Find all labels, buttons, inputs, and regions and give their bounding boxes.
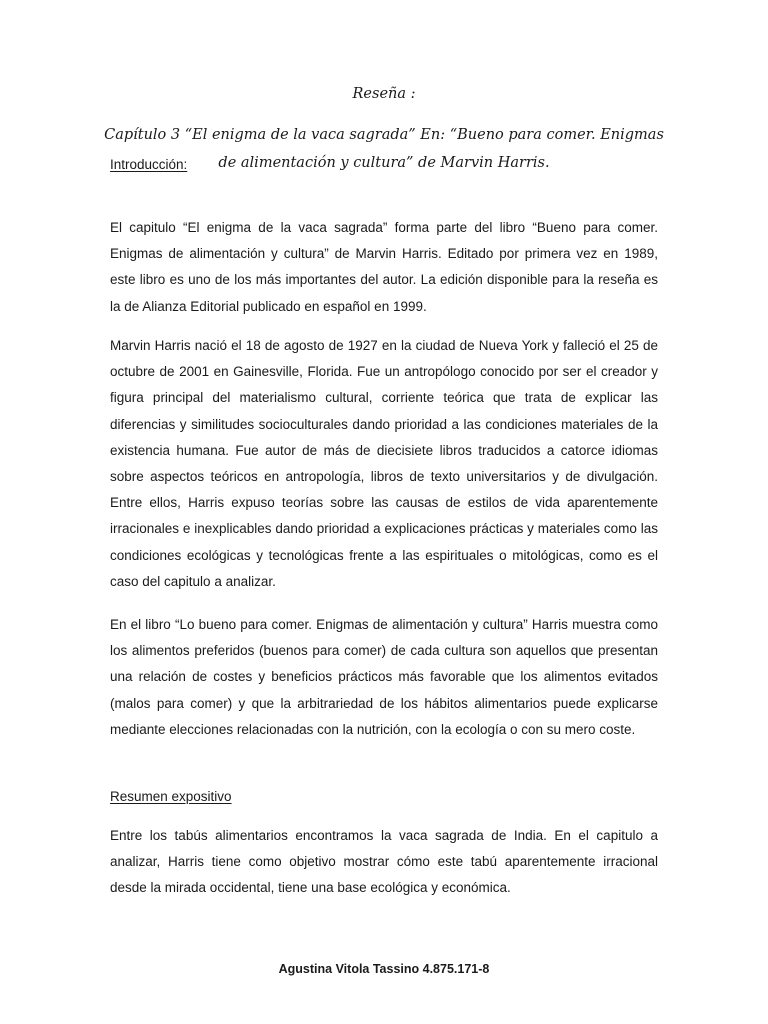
resumen-heading: Resumen expositivo: [110, 789, 232, 804]
footer-author: Agustina Vitola Tassino 4.875.171-8: [278, 962, 490, 976]
paragraph-resumen: Entre los tabús alimentarios encontramos la vaca sagrada de India. En el capitulo a analizar, Harris tiene como objetivo mostrar cómo este tabú aparentemente irracional desde la mirada occidental, tiene una base ecológica y económica.: [110, 828, 658, 896]
paragraph-author-bio: Marvin Harris nació el 18 de agosto de 1927 en la ciudad de Nueva York y falleció el 25 de octubre de 2001 en Gainesville, Florida. Fue un antropólogo conocido por ser el creador y figura principal del materialismo cultural, corriente teórica que trata de explicar las diferencias y similitudes socioculturales dando prioridad a las condiciones materiales de la existencia humana. Fue autor de más de diecisiete libros traducidos a catorce idiomas sobre aspectos teóricos en antropología, libros de texto universitarios y de divulgación. Entre ellos, Harris expuso teorías sobre las causas de estilos de vida aparentemente irracionales e inexplicables dando prioridad a explicaciones prácticas y materiales como las condiciones ecológicas y tecnológicas frente a las espirituales o mitológicas, como es el caso del capitulo a analizar.: [110, 338, 658, 589]
paragraph-intro: El capitulo “El enigma de la vaca sagrada” forma parte del libro “Bueno para comer. Enigmas de alimentación y cultura” de Marvin Harris. Editado por primera vez en 1989, este libro es uno de los más importantes del autor. La edición disponible para la reseña es la de Alianza Editorial publicado en español en 1999.: [110, 220, 658, 314]
chapter-title: Capítulo 3 “El enigma de la vaca sagrada” En: “Bueno para comer. Enigmas de alimentación y cultura” de Marvin Harris.: [104, 127, 664, 171]
resena-title: Reseña :: [352, 86, 416, 102]
introduccion-heading: Introducción:: [110, 157, 188, 172]
paragraph-book-summary: En el libro “Lo bueno para comer. Enigmas de alimentación y cultura” Harris muestra como los alimentos preferidos (buenos para comer) de cada cultura son aquellos que presentan una relación de costes y beneficios prácticos más favorable que los alimentos evitados (malos para comer) y que la arbitrariedad de los hábitos alimentarios puede explicarse mediante elecciones relacionadas con la nutrición, con la ecología o con su mero coste.: [110, 617, 658, 737]
